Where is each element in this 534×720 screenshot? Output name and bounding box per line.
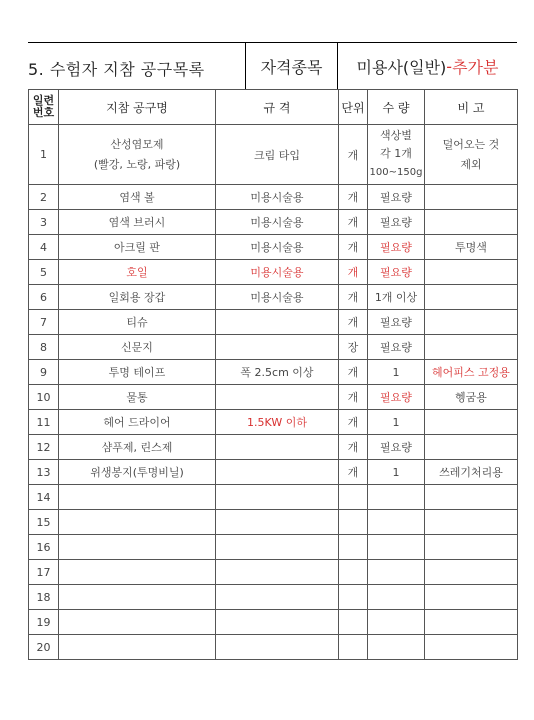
- cell-name: 신문지: [59, 335, 216, 360]
- cell-unit: 개: [339, 410, 368, 435]
- cell-unit: 개: [339, 185, 368, 210]
- cell-name: [59, 535, 216, 560]
- cell-name: 호일: [59, 260, 216, 285]
- table-row: [29, 385, 518, 410]
- table-row: [29, 635, 518, 660]
- cell-name: [59, 585, 216, 610]
- cell-number: 16: [29, 535, 59, 560]
- column-header-number: [29, 90, 59, 125]
- cell-note: [425, 335, 518, 360]
- cell-qty: [368, 585, 425, 610]
- cell-number: 15: [29, 510, 59, 535]
- cell-name: [59, 610, 216, 635]
- cell-number: 2: [29, 185, 59, 210]
- cell-note: [425, 210, 518, 235]
- cell-note: [425, 410, 518, 435]
- cell-note-line1: 덜어오는 것: [442, 137, 500, 151]
- cell-qty: 필요량: [368, 235, 425, 260]
- cell-name: [59, 510, 216, 535]
- cell-unit: 개: [339, 460, 368, 485]
- cell-number: 13: [29, 460, 59, 485]
- cell-spec: [216, 610, 339, 635]
- cell-name: 염색 볼: [59, 185, 216, 210]
- cell-qty: 필요량: [368, 335, 425, 360]
- cell-note: [425, 260, 518, 285]
- cell-qty: 1: [368, 460, 425, 485]
- cell-name: [59, 635, 216, 660]
- cell-qty: [368, 510, 425, 535]
- table-row: [29, 310, 518, 335]
- cell-unit: [339, 560, 368, 585]
- cell-qty: 필요량: [368, 185, 425, 210]
- tool-list-table: [28, 89, 518, 660]
- cell-spec: [216, 310, 339, 335]
- cell-qty-line1: 색상별: [380, 129, 412, 142]
- cell-name: 헤어 드라이어: [59, 410, 216, 435]
- cell-spec: [216, 435, 339, 460]
- category-name: 미용사(일반): [356, 57, 447, 77]
- cell-unit: 개: [339, 435, 368, 460]
- column-header-unit: 단위: [339, 90, 368, 125]
- cell-note: [425, 635, 518, 660]
- cell-spec: 미용시술용: [216, 260, 339, 285]
- cell-spec: [216, 460, 339, 485]
- cell-note: [425, 585, 518, 610]
- table-row: [29, 410, 518, 435]
- cell-spec: 폭 2.5cm 이상: [216, 360, 339, 385]
- cell-spec: [216, 535, 339, 560]
- cell-note: [425, 285, 518, 310]
- table-row: [29, 610, 518, 635]
- cell-qty: 1개 이상: [368, 285, 425, 310]
- table-header-row: [29, 90, 518, 125]
- cell-unit: 개: [339, 285, 368, 310]
- cell-note: [425, 510, 518, 535]
- cell-note: [425, 485, 518, 510]
- table-row: [29, 535, 518, 560]
- category-value: [338, 43, 517, 89]
- cell-name: 티슈: [59, 310, 216, 335]
- cell-name-line1: 산성염모제: [110, 137, 164, 151]
- cell-unit: 개: [339, 125, 368, 185]
- table-row: [29, 485, 518, 510]
- cell-note: [425, 610, 518, 635]
- cell-unit: 개: [339, 210, 368, 235]
- cell-number: 11: [29, 410, 59, 435]
- table-row: [29, 560, 518, 585]
- cell-qty: [368, 485, 425, 510]
- cell-name: [59, 125, 216, 185]
- cell-qty-line2: 각 1개: [380, 147, 412, 160]
- cell-unit: [339, 535, 368, 560]
- cell-unit: [339, 610, 368, 635]
- cell-unit: 장: [339, 335, 368, 360]
- cell-spec: 미용시술용: [216, 185, 339, 210]
- cell-qty: 필요량: [368, 385, 425, 410]
- cell-qty: 필요량: [368, 435, 425, 460]
- cell-qty: [368, 125, 425, 185]
- cell-qty: [368, 560, 425, 585]
- cell-number: 14: [29, 485, 59, 510]
- cell-unit: [339, 585, 368, 610]
- cell-spec: 미용시술용: [216, 285, 339, 310]
- cell-spec: [216, 585, 339, 610]
- cell-name: 투명 테이프: [59, 360, 216, 385]
- cell-unit: [339, 635, 368, 660]
- table-row: [29, 435, 518, 460]
- cell-qty: [368, 635, 425, 660]
- header-number-line2: 번호: [32, 106, 55, 119]
- cell-spec: [216, 635, 339, 660]
- category-dash: -: [446, 56, 453, 76]
- cell-spec: 크림 타입: [216, 125, 339, 185]
- cell-spec: 미용시술용: [216, 210, 339, 235]
- column-header-note: 비 고: [425, 90, 518, 125]
- cell-qty: [368, 535, 425, 560]
- cell-spec: [216, 335, 339, 360]
- cell-spec: [216, 485, 339, 510]
- table-row: [29, 125, 518, 185]
- cell-spec: 미용시술용: [216, 235, 339, 260]
- cell-unit: 개: [339, 310, 368, 335]
- cell-unit: 개: [339, 260, 368, 285]
- column-header-spec: 규 격: [216, 90, 339, 125]
- cell-qty-line3: 100~150g: [369, 167, 423, 178]
- category-suffix: 추가분: [452, 57, 499, 77]
- cell-unit: [339, 485, 368, 510]
- table-row: [29, 335, 518, 360]
- cell-name: [59, 485, 216, 510]
- cell-qty: 필요량: [368, 210, 425, 235]
- cell-name: 염색 브러시: [59, 210, 216, 235]
- section-title: 5. 수험자 지참 공구목록: [28, 59, 205, 79]
- cell-name: 샴푸제, 린스제: [59, 435, 216, 460]
- cell-number: 1: [29, 125, 59, 185]
- cell-spec: [216, 560, 339, 585]
- cell-name: [59, 560, 216, 585]
- table-row: [29, 210, 518, 235]
- cell-number: 3: [29, 210, 59, 235]
- table-row: [29, 185, 518, 210]
- table-row: [29, 510, 518, 535]
- cell-number: 19: [29, 610, 59, 635]
- cell-qty: 필요량: [368, 260, 425, 285]
- cell-number: 6: [29, 285, 59, 310]
- cell-note: [425, 185, 518, 210]
- table-row: [29, 285, 518, 310]
- cell-qty: 필요량: [368, 310, 425, 335]
- cell-number: 5: [29, 260, 59, 285]
- cell-note: [425, 310, 518, 335]
- table-row: [29, 260, 518, 285]
- cell-unit: 개: [339, 360, 368, 385]
- cell-name: 위생봉지(투명비닐): [59, 460, 216, 485]
- cell-name: 아크릴 판: [59, 235, 216, 260]
- table-row: [29, 585, 518, 610]
- cell-qty: 1: [368, 360, 425, 385]
- table-row: [29, 460, 518, 485]
- cell-spec: [216, 385, 339, 410]
- column-header-qty: 수 량: [368, 90, 425, 125]
- cell-note: [425, 560, 518, 585]
- cell-name: 물통: [59, 385, 216, 410]
- cell-name-line2: (빨강, 노랑, 파랑): [93, 157, 181, 171]
- cell-number: 12: [29, 435, 59, 460]
- cell-name: 일회용 장갑: [59, 285, 216, 310]
- cell-number: 10: [29, 385, 59, 410]
- cell-spec: [216, 510, 339, 535]
- cell-note: [425, 125, 518, 185]
- cell-unit: 개: [339, 385, 368, 410]
- cell-number: 17: [29, 560, 59, 585]
- cell-note: 투명색: [425, 235, 518, 260]
- column-header-name: 지참 공구명: [59, 90, 216, 125]
- table-row: [29, 360, 518, 385]
- cell-number: 18: [29, 585, 59, 610]
- cell-note: [425, 435, 518, 460]
- cell-note: 쓰레기처리용: [425, 460, 518, 485]
- category-label: 자격종목: [245, 43, 338, 89]
- cell-qty: [368, 610, 425, 635]
- cell-note-line2: 제외: [460, 157, 482, 171]
- cell-number: 7: [29, 310, 59, 335]
- cell-number: 8: [29, 335, 59, 360]
- cell-unit: 개: [339, 235, 368, 260]
- header-number-line1: 일련: [32, 94, 55, 107]
- cell-qty: 1: [368, 410, 425, 435]
- cell-note: 헤어피스 고정용: [425, 360, 518, 385]
- cell-spec: 1.5KW 이하: [216, 410, 339, 435]
- cell-number: 9: [29, 360, 59, 385]
- table-row: [29, 235, 518, 260]
- cell-number: 20: [29, 635, 59, 660]
- cell-note: 헹굼용: [425, 385, 518, 410]
- cell-number: 4: [29, 235, 59, 260]
- document-header: [28, 42, 517, 89]
- cell-unit: [339, 510, 368, 535]
- cell-note: [425, 535, 518, 560]
